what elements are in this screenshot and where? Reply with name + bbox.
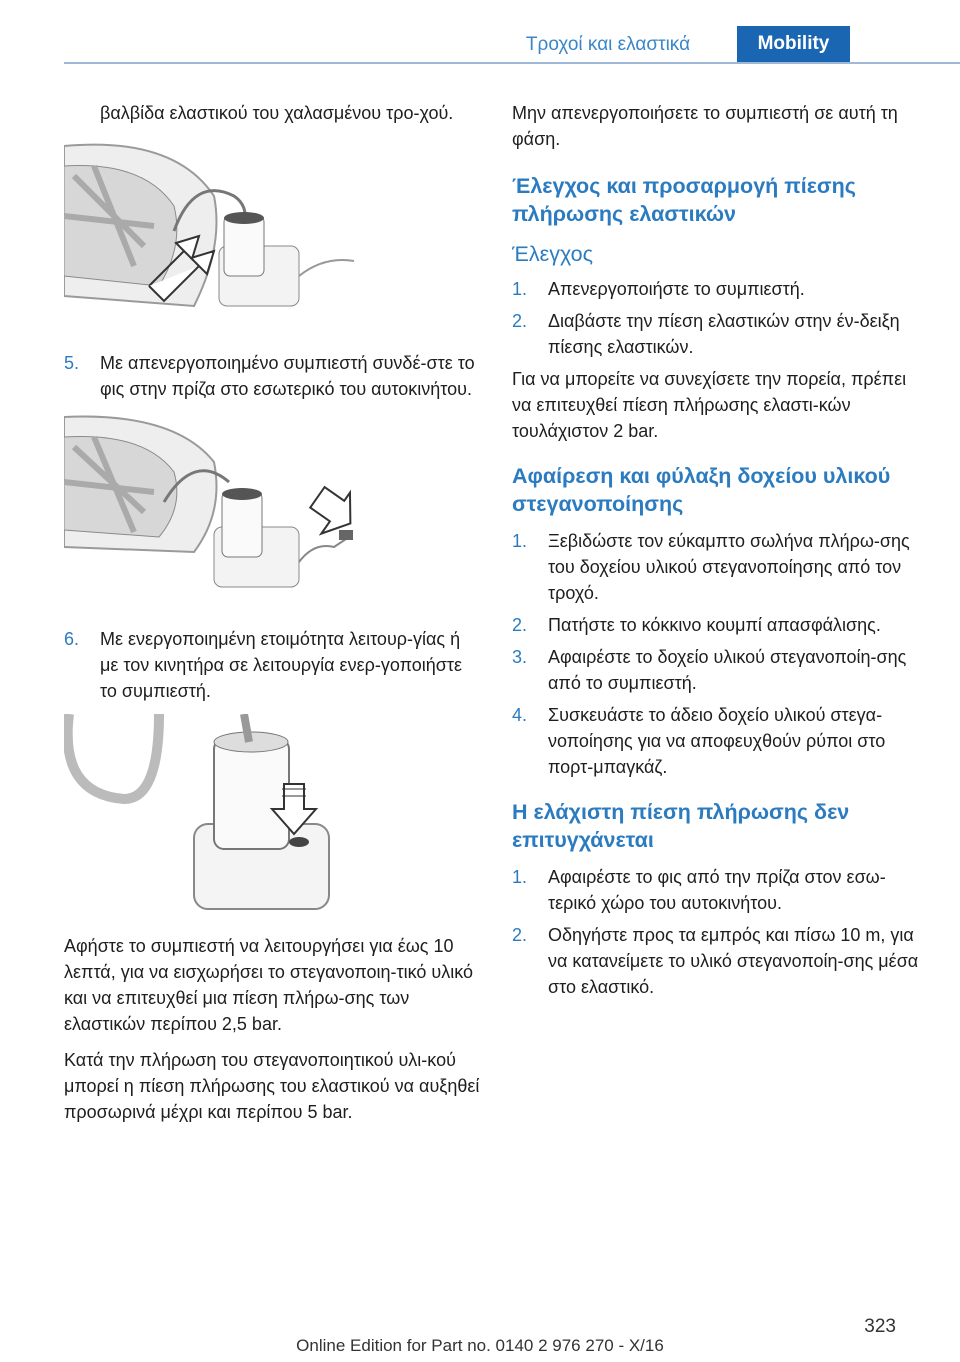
figure-compressor-plug: [64, 412, 482, 612]
heading-remove-container: Αφαίρεση και φύλαξη δοχείου υλικού στεγανοποίησης: [512, 464, 891, 516]
step-text: Απενεργοποιήστε το συμπιεστή.: [548, 279, 805, 299]
check-paragraph: Για να μπορείτε να συνεχίσετε την πορεία, πρέπει να επιτευχθεί πίεση πλήρωσης ελαστι‐κών τουλάχιστον 2 bar.: [512, 369, 907, 441]
step-number: 2.: [512, 615, 528, 635]
heading-check-adjust-pressure: Έλεγχος και προσαρμογή πίεσης πλήρωσης ελαστικών: [512, 174, 856, 226]
right-intro: Μην απενεργοποιήσετε το συμπιεστή σε αυτή τη φάση.: [512, 103, 898, 149]
list-item: [512, 922, 930, 1000]
list-item: [64, 626, 482, 704]
check-steps: [512, 276, 930, 360]
list-item: [512, 612, 930, 638]
step-number: 6.: [64, 629, 80, 649]
footer-edition-text: Online Edition for Part no. 0140 2 976 270 - X/16: [296, 1336, 664, 1355]
step-number: 2.: [512, 311, 528, 331]
header-divider: [64, 62, 960, 64]
step-text: Αφαιρέστε το φις από την πρίζα στον εσω‐τερικό χώρο του αυτοκινήτου.: [548, 867, 886, 913]
step-number: 5.: [64, 353, 80, 373]
step-text: Οδηγήστε προς τα εμπρός και πίσω 10 m, για να κατανείμετε το υλικό στεγανοποίη‐σης μέσα στο ελαστικό.: [548, 925, 919, 997]
list-item: [512, 702, 930, 780]
left-paragraph-1: Αφήστε το συμπιεστή να λειτουργήσει για έως 10 λεπτά, για να εισχωρήσει το στεγανοποιη‐τικό υλικό και να επιτευχθεί μια πίεση πλήρω‐σης των ελαστικών περίπου 2,5 bar.: [64, 936, 474, 1034]
header-tab-mobility[interactable]: Mobility: [737, 26, 850, 62]
right-column: [512, 100, 930, 1006]
list-item: [512, 276, 930, 302]
step-number: 1.: [512, 279, 528, 299]
min-pressure-steps: [512, 864, 930, 1000]
left-column: [64, 100, 482, 1135]
header-section-title: Τροχοί και ελαστικά: [525, 34, 691, 55]
step-text: Με απενεργοποιημένο συμπιεστή συνδέ‐στε το φις στην πρίζα στο εσωτερικό του αυτοκινήτου.: [100, 353, 475, 399]
page-number: 323: [864, 1316, 896, 1337]
left-intro: βαλβίδα ελαστικού του χαλασμένου τρο‐χού.: [100, 103, 454, 123]
step-number: 2.: [512, 925, 528, 945]
list-item: [512, 864, 930, 916]
step-text: Πατήστε το κόκκινο κουμπί απασφάλισης.: [548, 615, 881, 635]
list-item: [512, 528, 930, 606]
list-item: [64, 350, 482, 402]
remove-steps: [512, 528, 930, 780]
step-number: 4.: [512, 705, 528, 725]
subheading-check: Έλεγχος: [512, 242, 593, 266]
figure-compressor-button: [64, 714, 482, 919]
step-text: Αφαιρέστε το δοχείο υλικού στεγανοποίη‐σης από το συμπιεστή.: [548, 647, 907, 693]
step-number: 3.: [512, 647, 528, 667]
step-text: Συσκευάστε το άδειο δοχείο υλικού στεγα‐νοποίησης για να αποφευχθούν ρύποι στο πορτ-μπαγκάζ.: [548, 705, 886, 777]
heading-min-pressure-not-reached: Η ελάχιστη πίεση πλήρωσης δεν επιτυγχάνεται: [512, 800, 850, 852]
left-paragraph-2: Κατά την πλήρωση του στεγανοποιητικού υλι‐κού μπορεί η πίεση πλήρωσης του ελαστικού να αυξηθεί προσωρινά μέχρι και περίπου 5 bar.: [64, 1050, 480, 1122]
step-text: Ξεβιδώστε τον εύκαμπτο σωλήνα πλήρω‐σης του δοχείου υλικού στεγανοποίησης από τον τροχό.: [548, 531, 910, 603]
list-item: [512, 644, 930, 696]
left-steps-5: [64, 350, 482, 402]
step-text: Με ενεργοποιημένη ετοιμότητα λειτουρ‐γίας ή με τον κινητήρα σε λειτουργία ενερ‐γοποιήστε το συμπιεστή.: [100, 629, 463, 701]
step-number: 1.: [512, 867, 528, 887]
step-text: Διαβάστε την πίεση ελαστικών στην έν‐δειξη πίεσης ελαστικών.: [548, 311, 900, 357]
left-steps-6: [64, 626, 482, 704]
list-item: [512, 308, 930, 360]
step-number: 1.: [512, 531, 528, 551]
figure-compressor-valve: [64, 136, 482, 336]
